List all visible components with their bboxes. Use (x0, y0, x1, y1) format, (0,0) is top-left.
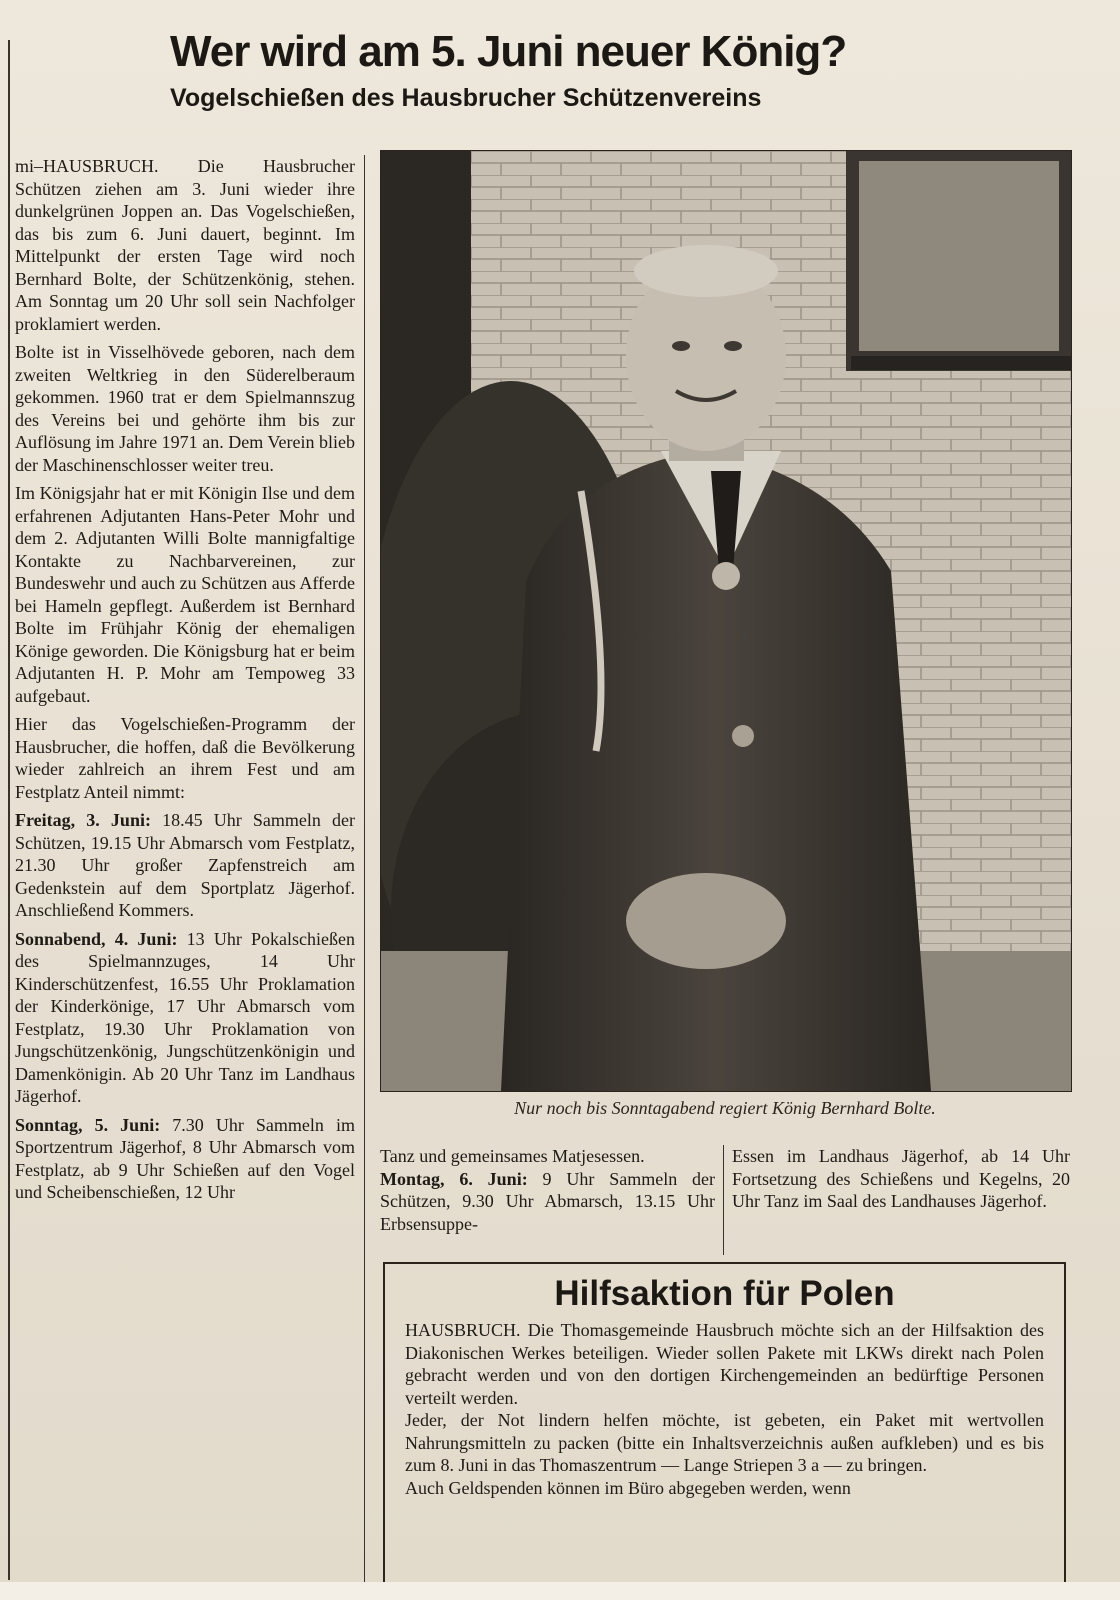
photo-bernhard-bolte (380, 150, 1072, 1092)
article-paragraph: Essen im Landhaus Jägerhof, ab 14 Uhr Fortsetzung des Schießens und Kegelns, 20 Uhr Tanz im Saal des Landhauses Jägerhof. (732, 1146, 1070, 1211)
article-subheadline: Vogelschießen des Hausbrucher Schützenvereins (170, 84, 762, 112)
program-entry-saturday (15, 928, 355, 1108)
program-day: Montag, 6. Juni: (380, 1168, 528, 1189)
program-text: 7.30 Uhr Sammeln im Sportzentrum Jägerhof, 8 Uhr Abmarsch vom Festplatz, ab 9 Uhr Schießen auf den Vogel und Scheibenschießen, 12 Uhr (15, 1114, 355, 1202)
article-paragraph: Tanz und gemeinsames Matjesessen. (380, 1146, 645, 1166)
program-text: 13 Uhr Pokalschießen des Spielmannzuges, 14 Uhr Kinderschützenfest, 16.55 Uhr Proklamation der Kinderkönige, 17 Uhr Abmarsch vom Festplatz, 19.30 Uhr Proklamation von Jungschützenkönig, Jungschützenkönigin und Damenkönigin. Ab 20 Uhr Tanz im Landhaus Jägerhof. (15, 928, 355, 1106)
article-headline: Wer wird am 5. Juni neuer König? (170, 27, 847, 76)
program-day: Sonntag, 5. Juni: (15, 1114, 161, 1135)
box-article-hilfsaktion (383, 1262, 1066, 1592)
column-rule (364, 155, 365, 1585)
article-middle-column (380, 1145, 715, 1235)
box-paragraph: Auch Geldspenden können im Büro abgegeben werden, wenn (405, 1477, 851, 1498)
program-entry-monday (380, 1168, 715, 1236)
program-entry-sunday (15, 1114, 355, 1204)
article-left-column (15, 155, 355, 1585)
photo-caption: Nur noch bis Sonntagabend regiert König Bernhard Bolte. (514, 1098, 936, 1118)
left-margin-rule (8, 40, 10, 1580)
column-rule (723, 1145, 724, 1255)
article-paragraph: Im Königsjahr hat er mit Königin Ilse und dem erfahrenen Adjutanten Hans-Peter Mohr und dem 2. Adjutanten Willi Bolte mannigfaltige Kontakte zu Nachbarvereinen, zur Bundeswehr und auch zu Schützen aus Afferde bei Hameln gepflegt. Außerdem ist Bernhard Bolte im Frühjahr König der ehemaligen Könige geworden. Die Königsburg hat er beim Adjutanten H. P. Mohr am Tempoweg 33 aufgebaut. (15, 483, 355, 706)
program-day: Sonnabend, 4. Juni: (15, 928, 178, 949)
portrait-photo-image (381, 151, 1071, 1091)
box-paragraph: HAUSBRUCH. Die Thomasgemeinde Hausbruch möchte sich an der Hilfsaktion des Diakonischen Werkes beteiligen. Wieder sollen Pakete mit LKWs direkt nach Polen gebracht werden und von den dortigen Kirchengemeinden an bedürftige Personen verteilt werden. (405, 1320, 1044, 1408)
box-body (385, 1319, 1064, 1499)
article-paragraph: Bolte ist in Visselhövede geboren, nach dem zweiten Weltkrieg in den Süderelberaum gekommen. 1960 trat er dem Spielmannszug des Vereins bei und gehörte ihm bis zur Auflösung im Jahre 1971 an. Dem Verein blieb der Maschinenschlosser weiter treu. (15, 342, 355, 475)
article-paragraph: Hier das Vogelschießen-Programm der Hausbrucher, die hoffen, daß die Bevölkerung wieder zahlreich an ihrem Fest und am Festplatz Anteil nimmt: (15, 714, 355, 802)
program-day: Freitag, 3. Juni: (15, 810, 151, 830)
program-text: 9 Uhr Sammeln der Schützen, 9.30 Uhr Abmarsch, 13.15 Uhr Erbsensuppe- (380, 1168, 716, 1234)
article-right-column (732, 1145, 1070, 1213)
program-entry-friday (15, 809, 355, 922)
box-headline: Hilfsaktion für Polen (554, 1274, 895, 1313)
program-text: 18.45 Uhr Sammeln der Schützen, 19.15 Uhr Abmarsch vom Festplatz, 21.30 Uhr großer Zapfenstreich am Gedenkstein auf dem Sportplatz Jägerhof. Anschließend Kommers. (15, 810, 355, 920)
box-paragraph: Jeder, der Not lindern helfen möchte, ist gebeten, ein Paket mit wertvollen Nahrungsmitteln zu packen (bitte ein Inhaltsverzeichnis außen aufkleben) und es bis zum 8. Juni in das Thomaszentrum — Lange Striepen 3 a — zu bringen. (405, 1410, 1044, 1475)
page-bottom-edge (0, 1582, 1120, 1600)
article-paragraph: mi–HAUSBRUCH. Die Hausbrucher Schützen ziehen am 3. Juni wieder ihre dunkelgrünen Joppen an. Das Vogelschießen, das bis zum 6. Juni dauert, beginnt. Im Mittelpunkt der ersten Tage wird noch Bernhard Bolte, der Schützenkönig, stehen. Am Sonntag um 20 Uhr soll sein Nachfolger proklamiert werden. (15, 156, 355, 334)
